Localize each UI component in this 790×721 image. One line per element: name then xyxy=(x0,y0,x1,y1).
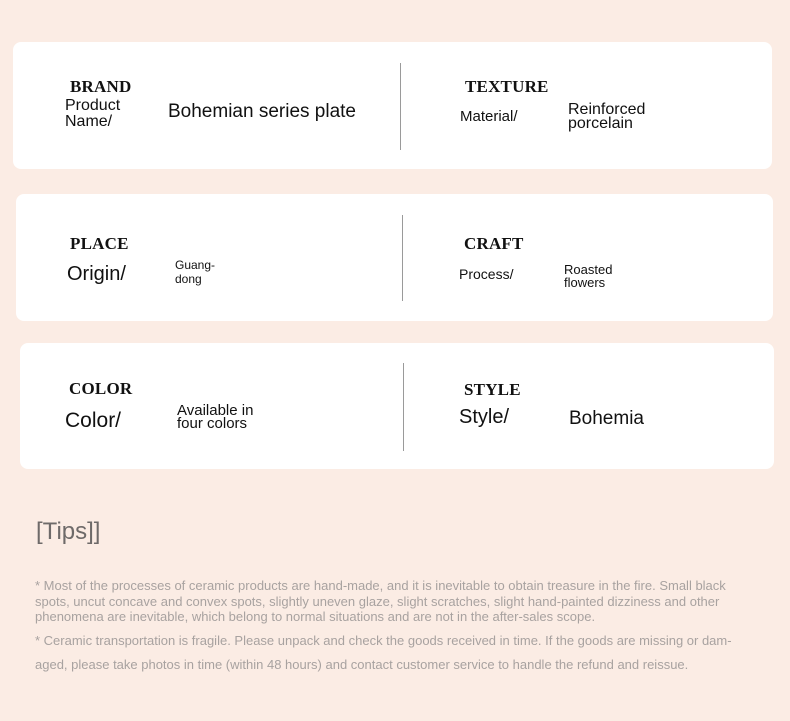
material-value-line2: porcelain xyxy=(568,115,633,132)
spec-card-brand-texture xyxy=(13,42,772,169)
place-heading: PLACE xyxy=(70,234,129,253)
material-value-line1: Reinforced xyxy=(568,101,646,118)
color-value-line1: Available in xyxy=(177,402,254,419)
style-value: Bohemia xyxy=(569,408,644,429)
origin-value-line2: dong xyxy=(175,272,202,286)
product-name-label-line2: Name/ xyxy=(65,113,113,130)
color-value-line2: four colors xyxy=(177,415,248,432)
spec-card-color-style xyxy=(20,343,774,469)
craft-heading: CRAFT xyxy=(464,234,524,253)
color-label: Color/ xyxy=(65,409,122,432)
process-value-line2: flowers xyxy=(564,275,606,290)
tips-paragraph-1-line-2: spots, uncut concave and convex spots, slightly uneven glaze, slight scratches, slight hand-painted dizziness and other xyxy=(35,594,720,609)
process-value-line1: Roasted xyxy=(564,262,613,277)
tips-paragraph-2-line-1: * Ceramic transportation is fragile. Please unpack and check the goods received in time. If the goods are missing or dam- xyxy=(35,633,732,648)
origin-label: Origin/ xyxy=(67,263,126,285)
style-heading: STYLE xyxy=(464,380,521,399)
tips-title: [Tips]] xyxy=(36,518,101,545)
style-label: Style/ xyxy=(459,406,510,428)
material-label: Material/ xyxy=(460,108,518,125)
tips-paragraph-2-line-2: aged, please take photos in time (within 48 hours) and contact customer service to handle the refund and reissue. xyxy=(35,657,689,672)
texture-heading: TEXTURE xyxy=(465,77,549,96)
origin-value-line1: Guang- xyxy=(175,258,216,272)
card-divider xyxy=(403,363,404,451)
card-divider xyxy=(402,215,403,301)
card-divider xyxy=(400,63,401,150)
brand-heading: BRAND xyxy=(70,77,132,96)
tips-paragraph-1-line-1: * Most of the processes of ceramic products are hand-made, and it is inevitable to obtain treasure in the fire. Small black xyxy=(35,578,726,593)
process-label: Process/ xyxy=(459,266,514,282)
spec-card-place-craft xyxy=(16,194,773,321)
product-name-label-line1: Product xyxy=(65,97,121,114)
product-name-value: Bohemian series plate xyxy=(168,101,356,122)
color-heading: COLOR xyxy=(69,379,133,398)
tips-paragraph-1-line-3: phenomena are inevitable, which belong to normal situations and are not in the after-sales scope. xyxy=(35,609,596,624)
